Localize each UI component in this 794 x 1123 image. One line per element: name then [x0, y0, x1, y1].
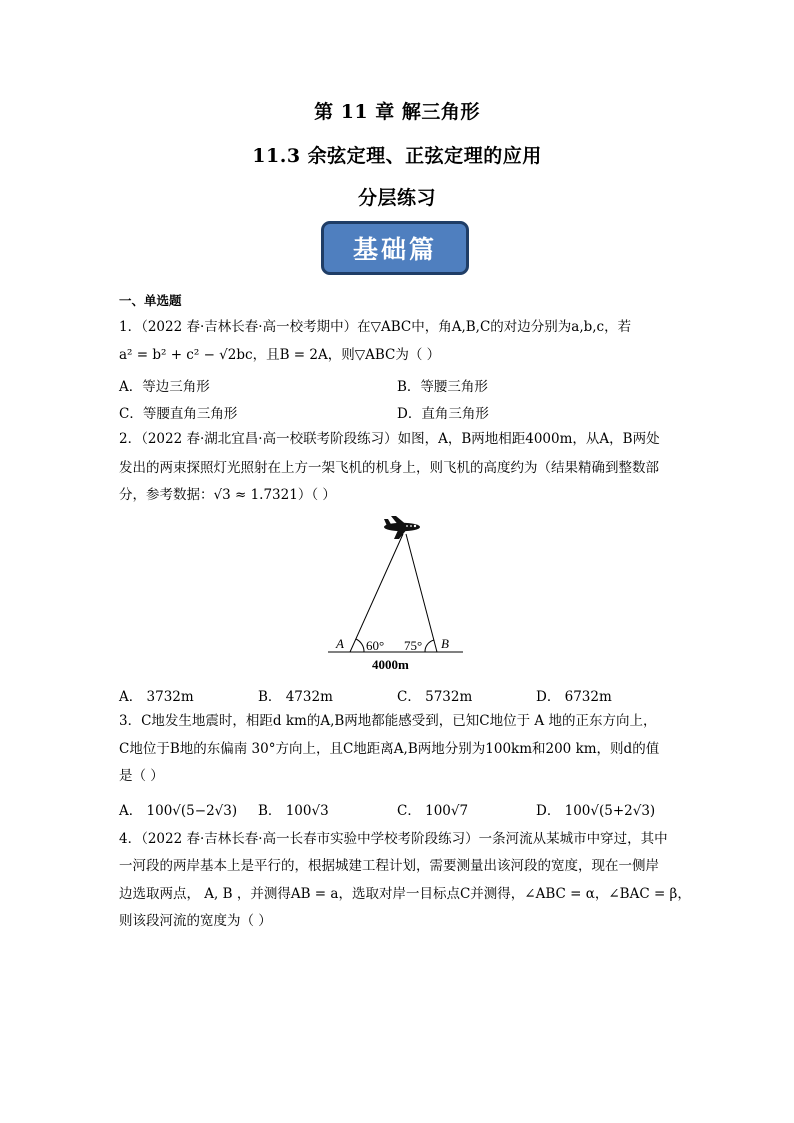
- q3-option-d: D． 100√(5+2√3): [536, 803, 656, 819]
- q4-stem-line4: 则该段河流的宽度为（ ）: [119, 913, 272, 929]
- q3-stem-line2: C地位于B地的东偏南 30°方向上，且C地距离A,B两地分别为100km和200 km，则d的值: [119, 741, 660, 757]
- q4-stem-line1: 4．（2022 春·吉林长春·高一长春市实验中学校考阶段练习）一条河流从某城市中穿过，其中: [119, 831, 668, 847]
- q1-option-d: D．直角三角形: [397, 406, 489, 422]
- q3-option-a: A． 100√(5−2√3): [119, 803, 238, 819]
- part-heading: 一、单选题: [119, 293, 182, 308]
- q1-stem-line2: a² = b² + c² − √2bc，且B = 2A，则▽ABC为（ ）: [119, 347, 441, 363]
- q2-option-d: D． 6732m: [536, 689, 612, 705]
- q1-option-a: A．等边三角形: [119, 379, 210, 395]
- q3-option-c: C． 100√7: [397, 803, 469, 819]
- figure-distance: 4000m: [372, 657, 409, 672]
- subtitle: 分层练习: [357, 187, 436, 209]
- chapter-title: 第 11 章 解三角形: [314, 101, 480, 123]
- figure-label-a: A: [336, 636, 344, 651]
- q4-stem-line3: 边选取两点， A, B ，并测得AB = a，选取对岸一目标点C并测得，∠ABC = α，∠BAC = β，: [119, 886, 691, 902]
- figure-angle-a: 60°: [366, 638, 385, 653]
- q3-stem-line1: 3．C地发生地震时，相距d km的A,B两地都能感受到，已知C地位于 A 地的正东方向上，: [119, 713, 657, 729]
- figure-angle-b: 75°: [404, 638, 423, 653]
- q2-option-a: A． 3732m: [119, 689, 194, 705]
- q2-option-b: B． 4732m: [258, 689, 333, 705]
- level-badge-label: 基础篇: [352, 235, 437, 264]
- q2-stem-line1: 2．（2022 春·湖北宜昌·高一校联考阶段练习）如图，A，B两地相距4000m，从A，B两处: [119, 431, 660, 447]
- figure-label-b: B: [441, 636, 449, 651]
- q4-stem-line2: 一河段的两岸基本上是平行的，根据城建工程计划，需要测量出该河段的宽度，现在一侧岸: [119, 858, 659, 874]
- q2-stem-line3: 分，参考数据：√3 ≈ 1.7321）（ ）: [119, 487, 336, 503]
- q1-option-c: C．等腰直角三角形: [119, 406, 238, 422]
- level-badge: [321, 221, 469, 275]
- q1-stem-line1: 1．（2022 春·吉林长春·高一校考期中）在▽ABC中，角A,B,C的对边分别为a,b,c，若: [119, 319, 632, 335]
- section-title: 11.3 余弦定理、正弦定理的应用: [252, 145, 542, 167]
- q1-option-b: B．等腰三角形: [397, 379, 488, 395]
- q3-option-b: B． 100√3: [258, 803, 329, 819]
- q3-stem-line3: 是（ ）: [119, 768, 164, 784]
- q2-figure: [320, 510, 470, 675]
- q2-option-c: C． 5732m: [397, 689, 473, 705]
- q2-stem-line2: 发出的两束探照灯光照射在上方一架飞机的机身上，则飞机的高度约为（结果精确到整数部: [119, 460, 659, 476]
